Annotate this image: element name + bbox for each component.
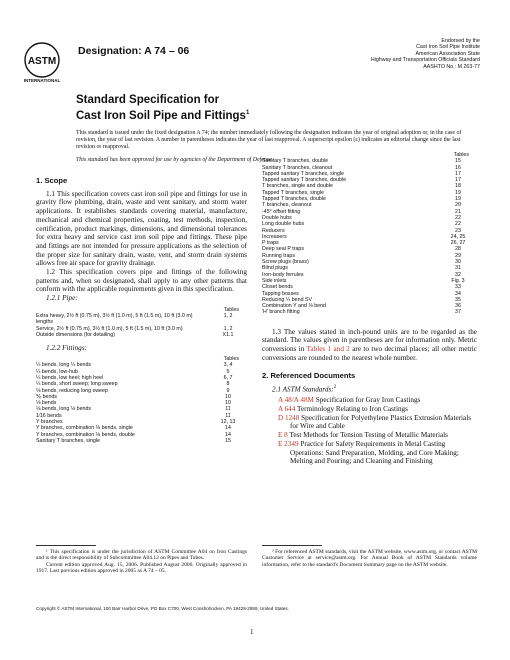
reference-item <box>272 396 477 405</box>
pipe-name: Extra heavy, 2½ ft (0.75 m), 3½ ft (1.0 m), 5 ft (1.5 m), 10 ft (3.0 m) lengths <box>36 313 193 326</box>
endorsement-line: Endorsed by the <box>441 38 480 44</box>
footnote-2: ² For referenced ASTM standards, visit the ASTM website, www.astm.org, or contact ASTM Customer Service at service@astm.org. For Annual Book of ASTM Standards volume information, refer to the standard's Document Summary page on the ASTM website. <box>262 549 477 568</box>
fitting-name: Double hubs <box>262 214 292 221</box>
fitting-tables: 8 <box>226 381 230 388</box>
section-heading-referenced-documents: 2. Referenced Documents <box>262 370 356 380</box>
pipe-name: Service, 2½ ft (0.75 m), 3½ ft (1.0 m), 5 ft (1.5 m), 10 ft (3.0 m) <box>36 325 183 332</box>
endorsement-block <box>290 38 480 70</box>
fitting-name: Sanitary T branches, single <box>36 437 100 444</box>
paragraph-1-3 <box>262 328 477 363</box>
fittings-table-header: Tables <box>453 152 469 158</box>
fitting-name: Increasers <box>262 233 287 240</box>
reference-item <box>272 414 477 431</box>
fitting-name: Y branches, combination ⅛ bends, double <box>36 431 135 438</box>
fitting-name: Closet bends <box>262 284 293 291</box>
fitting-tables: 19 <box>455 189 461 196</box>
document-title <box>76 94 249 123</box>
astm-standards-footnote-ref: 2 <box>333 385 337 391</box>
fittings-label: 1.2.2 Fittings: <box>46 344 87 353</box>
table-row <box>36 438 247 444</box>
fitting-tables: 31 <box>455 265 461 272</box>
issuance-note: This standard is issued under the fixed designation A 74; the number immediately following the designation indicates the year of original adoption or, in the case of revision, the year of last revision. A number in parentheses indicates the year of last reapproval. A superscript epsilon (ε) indicates an editorial change since the last revision or reapproval. <box>76 130 462 151</box>
fitting-name: Screw plugs (brass) <box>262 259 309 266</box>
fitting-tables: 36 <box>455 303 461 310</box>
fitting-name: ⅛ bends <box>36 400 57 407</box>
reference-code-link[interactable]: A 644 <box>278 405 296 414</box>
page-number: 1 <box>250 628 254 636</box>
fitting-name: Iron-body ferrules <box>262 271 304 278</box>
fitting-tables: 6, 7 <box>223 374 233 381</box>
fitting-name: Combination Y and ⅛ bend <box>262 303 327 310</box>
fittings-table-right <box>262 152 477 316</box>
svg-text:ASTM: ASTM <box>27 56 57 67</box>
fitting-name: P traps <box>262 240 279 247</box>
fitting-name: 'H' branch fitting <box>262 309 300 316</box>
fitting-tables: 34 <box>455 290 461 297</box>
table-row <box>36 332 247 338</box>
table-row <box>36 313 247 326</box>
fitting-tables: 23 <box>455 227 461 234</box>
fitting-name: Running traps <box>262 252 295 259</box>
fitting-name: ⅛ bends, reducing long sweep <box>36 387 108 394</box>
reference-title: Terminology Relating to Iron Castings <box>297 405 408 414</box>
fitting-name: Tapped T branches, single <box>262 189 324 196</box>
fitting-name: ¼ bends, short sweep; long sweep <box>36 381 118 388</box>
fitting-name: Sanitary T branches, cleanout <box>262 164 333 171</box>
paragraph-1-2: 1.2 This specification covers pipe and fittings of the following patterns and, when so designated, shall apply to any other patterns that conform with the applicable requirements given in this specification. <box>36 268 247 294</box>
fitting-tables: 17 <box>455 170 461 177</box>
fitting-name: Side inlets <box>262 277 287 284</box>
fitting-name: ¼ bends, long ¼ bends <box>36 362 92 369</box>
fitting-tables: 10 <box>225 400 231 407</box>
fitting-name: Tapped sanitary T branches, double <box>262 177 347 184</box>
fittings-table-left <box>36 356 247 444</box>
fitting-tables: 18 <box>455 183 461 190</box>
fitting-tables: 19 <box>455 196 461 203</box>
fitting-tables: 37 <box>455 309 461 316</box>
fittings-table-header: Tables <box>223 356 239 363</box>
fitting-tables: 22 <box>455 214 461 221</box>
fitting-tables: 16 <box>455 164 461 171</box>
pipe-tables: 1, 2 <box>223 313 233 320</box>
pipe-tables: X1.1 <box>222 332 234 339</box>
fitting-tables: 15 <box>455 158 461 165</box>
pipe-table <box>36 307 247 338</box>
paragraph-1-1: 1.1 This specification covers cast iron soil pipe and fittings for use in gravity flow plumbing, drain, waste and vent sanitary, and storm water applications. It establishes standards covering material, manufacture, mechanical and chemical properties, coating, test methods, inspection, certification, product markings, dimensions, and dimensional tolerances for extra heavy and service cast iron soil pipe and fittings. These pipe and fittings are not intended for pressure applications as the selection of the proper size for sanitary drain, waste, vent, and storm drain systems allows free air space for gravity drainage. <box>36 189 247 268</box>
reference-item <box>272 431 477 440</box>
astm-standards-label <box>272 384 477 394</box>
fitting-name: T branches, single and double <box>262 183 333 190</box>
astm-logo <box>20 40 64 84</box>
fitting-tables: 26, 27 <box>450 240 466 247</box>
reference-code-link[interactable]: E 8 <box>278 431 288 440</box>
endorsement-line: Cast Iron Soil Pipe Institute <box>416 44 480 51</box>
title-line-1: Standard Specification for <box>76 94 220 106</box>
reference-code-link[interactable]: E 2349 <box>278 439 299 448</box>
footnotes-left <box>36 549 247 575</box>
fitting-tables: 10 <box>225 393 231 400</box>
pipe-name: Outside dimensions (for detailing) <box>36 332 115 339</box>
title-footnote-ref: 1 <box>245 110 250 116</box>
fitting-tables: 30 <box>455 259 461 266</box>
fitting-tables: 35 <box>455 296 461 303</box>
fitting-name: -45° offset fitting <box>262 208 301 215</box>
fitting-name: Deep seal P traps <box>262 246 305 253</box>
fitting-tables: 14 <box>225 431 231 438</box>
footnotes-right <box>262 549 477 568</box>
fitting-tables: 5 <box>226 368 230 375</box>
fitting-name: Long double hubs <box>262 221 305 228</box>
fitting-name: Sanitary T branches, double <box>262 158 329 165</box>
fitting-tables: 29 <box>455 252 461 259</box>
title-line-2: Cast Iron Soil Pipe and Fittings <box>76 109 246 122</box>
footnote-1: ¹ This specification is under the jurisdiction of ASTM Committee A04 on Iron Castings and is the direct responsibility of Subcommittee A04.12 on Pipes and Tubes. <box>36 549 247 562</box>
fitting-name: Tapped T branches, double <box>262 196 327 203</box>
fitting-tables: 15 <box>225 437 231 444</box>
section-heading-scope: 1. Scope <box>36 176 68 185</box>
fitting-tables: 24, 25 <box>450 233 466 240</box>
paragraph-1-3-text-a: 1.3 The values stated in inch-pound units are to be regarded as the standard. The values given in parentheses are for information only. Metric conversions in <box>262 327 477 354</box>
reference-title: Specification for Polyethylene Plastics Extrusion Materials for Wire and Cable <box>290 413 472 431</box>
fitting-name: 1⁄16 bends <box>36 412 62 419</box>
fitting-tables: 11 <box>225 412 231 419</box>
footnote-1-edition: Current edition approved Aug. 15, 2006. Published August 2006. Originally approved in 1917. Last previous edition approved in 2005 as A 74 – 05. <box>36 561 247 575</box>
fitting-name: Y branches <box>36 419 63 425</box>
table-row <box>262 309 477 315</box>
fitting-tables: 14 <box>225 425 231 432</box>
fitting-name: ¼ bends, low heel; high heel <box>36 374 104 381</box>
fitting-tables: 3, 4 <box>223 362 233 369</box>
endorsement-line: Highway and Transportation Officials Standard <box>370 57 480 64</box>
reference-item <box>272 440 477 466</box>
reference-title: Practice for Safety Requirements in Metal Casting Operations: Sand Preparation, Molding, and Core Making; Melting and Pouring; and Cleaning and Finishing <box>290 439 459 466</box>
designation: Designation: A 74 – 06 <box>78 45 190 57</box>
reference-code-link[interactable]: D 1248 <box>278 413 300 422</box>
copyright-line: Copyright © ASTM International, 100 Barr Harbor Drive, PO Box C700, West Conshohocken, PA 19428-2959, United States. <box>36 606 289 611</box>
fitting-name: T branches, cleanout <box>262 202 312 209</box>
fitting-tables: 33 <box>455 284 461 291</box>
fitting-tables: 12, 13 <box>220 419 236 425</box>
fitting-tables: 20 <box>455 202 461 209</box>
fitting-name: Reducers <box>262 227 285 234</box>
left-column <box>36 177 247 444</box>
fitting-tables: 11 <box>225 406 231 413</box>
reference-title: Specification for Gray Iron Castings <box>315 396 421 405</box>
fitting-tables: 17 <box>455 177 461 184</box>
reference-item <box>272 405 477 414</box>
endorsement-line: AASHTO No.: M 263-77 <box>423 63 480 70</box>
svg-text:INTERNATIONAL: INTERNATIONAL <box>23 78 61 83</box>
fitting-name: Y branches, combination ⅛ bends, single <box>36 425 133 432</box>
reference-code-link[interactable]: A 48/A 48M <box>278 396 314 405</box>
fitting-tables: 28 <box>455 246 461 253</box>
footnote-divider <box>36 545 96 546</box>
astm-standards-text: 2.1 ASTM Standards: <box>272 385 334 394</box>
right-column <box>262 152 477 466</box>
fitting-tables: Fig. 3 <box>451 277 465 284</box>
paragraph-1-3-text-b: are to two decimal places; all other metric conversions are rounded to the nearest whole number. <box>262 345 477 362</box>
fitting-name: Blind plugs <box>262 265 288 272</box>
fitting-tables: 22 <box>455 221 461 228</box>
fitting-tables: 9 <box>226 387 230 394</box>
approval-note: This standard has been approved for use by agencies of the Department of Defense. <box>76 157 274 163</box>
fitting-name: ⅛ bends, long ⅛ bends <box>36 406 92 413</box>
reference-list <box>262 396 477 466</box>
fitting-name: Tapping bosses <box>262 290 299 297</box>
fitting-name: Tapped sanitary T branches, single <box>262 170 344 177</box>
pipe-table-header: Tables <box>223 306 239 313</box>
fitting-name: ¼ bends, low-hub <box>36 368 78 375</box>
pipe-tables: 1, 2 <box>223 325 233 332</box>
footnote-divider <box>262 545 322 546</box>
pipe-label: 1.2.1 Pipe: <box>46 294 78 303</box>
fitting-name: Reducing ¼ bend SV <box>262 296 313 303</box>
tables-1-2-link[interactable]: Tables 1 and 2 <box>306 345 350 354</box>
fitting-tables: 32 <box>455 271 461 278</box>
fitting-name: ⅙ bends <box>36 393 58 400</box>
endorsement-line: American Association State <box>415 50 480 57</box>
fitting-tables: 21 <box>455 208 461 215</box>
reference-title: Test Methods for Tension Testing of Metallic Materials <box>289 431 448 440</box>
